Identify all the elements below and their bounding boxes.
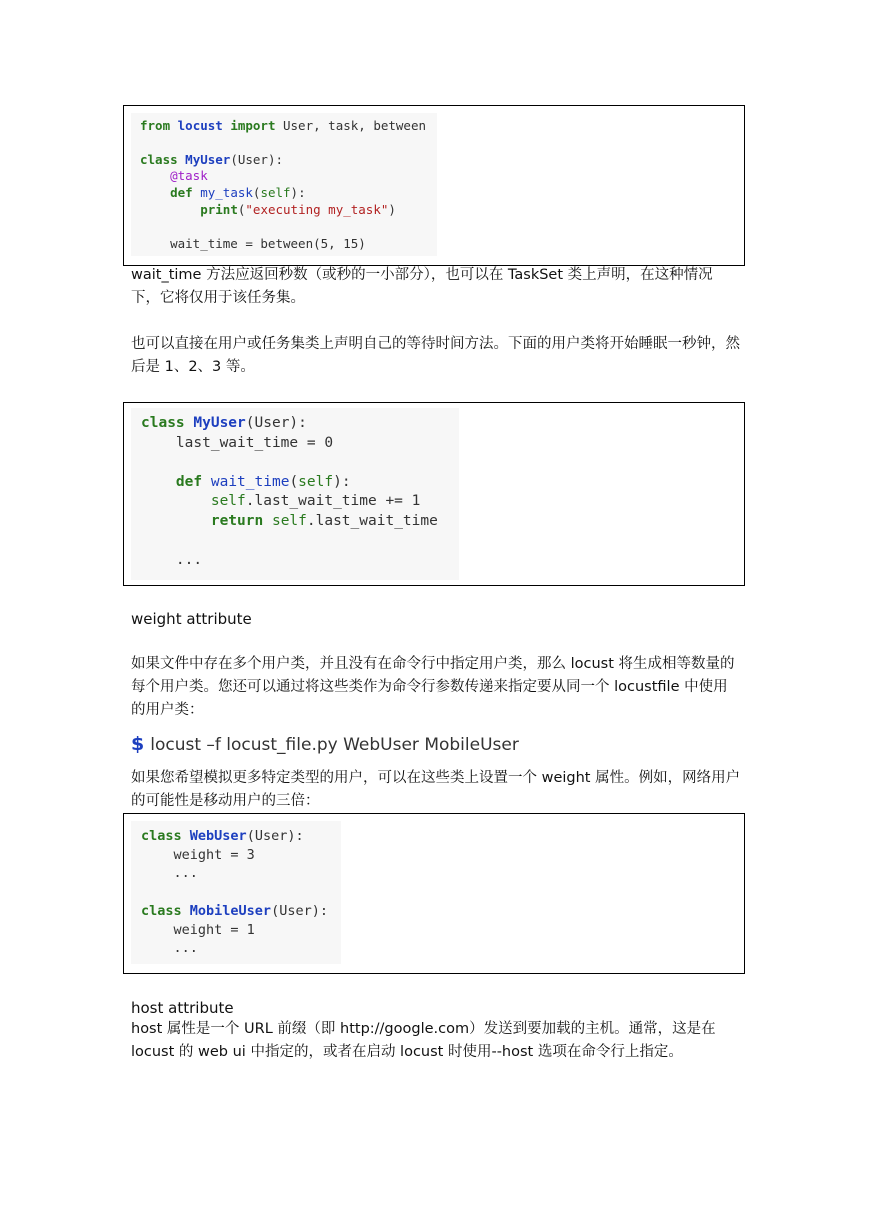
code-token: self bbox=[260, 185, 291, 201]
code-line bbox=[141, 434, 459, 454]
code-line bbox=[140, 152, 437, 169]
code-line bbox=[141, 473, 459, 493]
code-token bbox=[141, 474, 176, 490]
code-token: my_task bbox=[200, 185, 253, 201]
heading-host-attribute: host attribute bbox=[131, 999, 234, 1017]
code-token: def bbox=[175, 473, 203, 490]
paragraph-wait-time: wait_time 方法应返回秒数（或秒的一小部分），也可以在 TaskSet 类上声明，在这种情况下，它将仅用于该任务集。 bbox=[131, 267, 713, 306]
code-token bbox=[140, 202, 200, 217]
code-block-user-task bbox=[123, 105, 745, 266]
code-token: ): bbox=[333, 473, 351, 490]
code-token: WebUser bbox=[189, 828, 247, 844]
code-token: from bbox=[140, 118, 171, 133]
code-token bbox=[141, 493, 211, 509]
code-token: self bbox=[210, 493, 246, 509]
code-line bbox=[141, 551, 459, 571]
code-token: "executing my_task" bbox=[245, 201, 389, 217]
code-snippet bbox=[131, 113, 437, 256]
code-token: ) bbox=[388, 201, 396, 217]
code-token: self bbox=[298, 473, 334, 490]
heading-weight-attribute: weight attribute bbox=[131, 610, 252, 628]
code-token: def bbox=[170, 185, 193, 201]
code-token: ( bbox=[252, 185, 261, 201]
code-line bbox=[140, 168, 437, 185]
code-token: weight = 3 bbox=[141, 846, 255, 863]
code-token: last_wait_time = 0 bbox=[141, 434, 334, 451]
code-line bbox=[141, 864, 341, 883]
code-token: class bbox=[140, 151, 178, 167]
code-line bbox=[141, 939, 341, 958]
code-token bbox=[140, 185, 170, 200]
code-token: class bbox=[141, 828, 182, 844]
code-line bbox=[140, 118, 437, 135]
code-line bbox=[141, 883, 341, 902]
code-token: .last_wait_time bbox=[306, 512, 438, 529]
prompt-symbol: $ bbox=[131, 733, 145, 755]
code-token bbox=[141, 513, 211, 529]
code-line bbox=[141, 827, 341, 846]
code-line bbox=[141, 921, 341, 940]
code-token: MyUser bbox=[185, 151, 231, 167]
paragraph-host: host 属性是一个 URL 前缀（即 http://google.com）发送到要加载的主机。通常，这是在 locust 的 web ui 中指定的，或者在启动 locust 时使用--host 选项在命令行上指定。 bbox=[131, 1021, 716, 1060]
code-snippet bbox=[131, 408, 459, 580]
code-token: self bbox=[271, 512, 307, 529]
code-line bbox=[140, 185, 437, 202]
code-line bbox=[141, 902, 341, 921]
code-token: weight = 1 bbox=[141, 921, 255, 938]
code-line bbox=[141, 531, 459, 551]
command-line bbox=[131, 733, 519, 755]
code-token: User, task, between bbox=[275, 118, 426, 133]
code-token: ... bbox=[141, 865, 198, 882]
code-line bbox=[141, 414, 459, 434]
code-line bbox=[141, 846, 341, 865]
command-text: locust –f locust_file.py WebUser MobileUser bbox=[150, 735, 519, 755]
paragraph-custom-wait: 也可以直接在用户或任务集类上声明自己的等待时间方法。下面的用户类将开始睡眠一秒钟，然后是 1、2、3 等。 bbox=[131, 336, 740, 375]
code-token: (User): bbox=[245, 415, 307, 431]
code-token bbox=[170, 118, 178, 133]
code-token: print bbox=[200, 201, 238, 217]
code-token: ... bbox=[141, 940, 198, 957]
code-line bbox=[140, 236, 437, 253]
code-token: (User): bbox=[246, 828, 304, 844]
code-token: .last_wait_time += 1 bbox=[245, 493, 421, 509]
code-token: (User): bbox=[271, 902, 328, 919]
code-token bbox=[182, 828, 190, 844]
code-token: locust bbox=[177, 118, 223, 133]
code-token bbox=[182, 903, 190, 919]
code-token bbox=[140, 168, 170, 183]
code-token: ( bbox=[237, 201, 246, 217]
code-token: ( bbox=[289, 473, 299, 490]
paragraph-weight: 如果您希望模拟更多特定类型的用户，可以在这些类上设置一个 weight 属性。例如，网络用户的可能性是移动用户的三倍： bbox=[131, 770, 741, 809]
code-snippet bbox=[131, 821, 341, 964]
code-token: ... bbox=[141, 551, 203, 568]
code-block-weight bbox=[123, 813, 745, 974]
code-line bbox=[140, 219, 437, 236]
paragraph-multiple-users: 如果文件中存在多个用户类，并且没有在命令行中指定用户类，那么 locust 将生成相等数量的每个用户类。您还可以通过将这些类作为命令行参数传递来指定要从同一个 locustfile 中使用的用户类： bbox=[131, 656, 735, 718]
code-token: return bbox=[210, 512, 264, 529]
code-line bbox=[140, 135, 437, 152]
code-token: @task bbox=[170, 168, 208, 184]
code-token bbox=[202, 474, 211, 490]
code-token bbox=[263, 513, 272, 529]
code-token: (User): bbox=[230, 151, 284, 167]
code-block-wait-time bbox=[123, 402, 745, 586]
code-token: class bbox=[141, 902, 182, 919]
code-token: MyUser bbox=[193, 415, 246, 431]
code-line bbox=[141, 512, 459, 532]
code-token: class bbox=[141, 415, 185, 431]
code-token: wait_time = between(5, 15) bbox=[140, 235, 366, 251]
code-token: MobileUser bbox=[189, 902, 272, 919]
code-line bbox=[141, 453, 459, 473]
code-line bbox=[140, 202, 437, 219]
code-token: wait_time bbox=[210, 473, 290, 490]
code-line bbox=[141, 492, 459, 512]
code-token: import bbox=[230, 118, 276, 133]
code-token: ): bbox=[290, 185, 306, 201]
